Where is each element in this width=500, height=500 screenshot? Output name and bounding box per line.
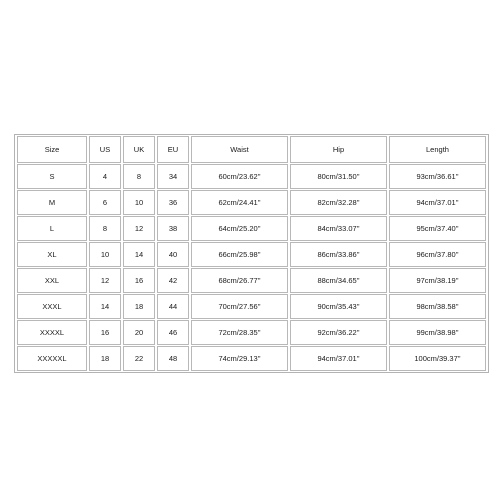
cell-eu: 44 — [157, 294, 189, 319]
cell-us: 4 — [89, 164, 121, 189]
cell-hip: 92cm/36.22'' — [290, 320, 387, 345]
cell-uk: 16 — [123, 268, 155, 293]
cell-length: 99cm/38.98'' — [389, 320, 486, 345]
header-size: Size — [17, 136, 87, 163]
table-row — [17, 294, 486, 319]
cell-hip: 82cm/32.28'' — [290, 190, 387, 215]
cell-size: XXXL — [17, 294, 87, 319]
cell-size: XXL — [17, 268, 87, 293]
table-row — [17, 216, 486, 241]
cell-waist: 66cm/25.98'' — [191, 242, 288, 267]
cell-uk: 12 — [123, 216, 155, 241]
cell-size: L — [17, 216, 87, 241]
cell-length: 97cm/38.19'' — [389, 268, 486, 293]
table-row — [17, 320, 486, 345]
cell-size: S — [17, 164, 87, 189]
size-chart-table — [14, 134, 489, 373]
cell-size: XXXXXL — [17, 346, 87, 371]
header-us: US — [89, 136, 121, 163]
cell-eu: 40 — [157, 242, 189, 267]
header-waist: Waist — [191, 136, 288, 163]
table-row — [17, 346, 486, 371]
cell-hip: 84cm/33.07'' — [290, 216, 387, 241]
header-uk: UK — [123, 136, 155, 163]
cell-uk: 20 — [123, 320, 155, 345]
cell-size: M — [17, 190, 87, 215]
table-header-row — [17, 136, 486, 163]
cell-length: 95cm/37.40'' — [389, 216, 486, 241]
cell-us: 6 — [89, 190, 121, 215]
table-row — [17, 268, 486, 293]
header-hip: Hip — [290, 136, 387, 163]
cell-eu: 46 — [157, 320, 189, 345]
cell-us: 18 — [89, 346, 121, 371]
cell-waist: 70cm/27.56'' — [191, 294, 288, 319]
cell-us: 12 — [89, 268, 121, 293]
table-row — [17, 190, 486, 215]
cell-waist: 72cm/28.35'' — [191, 320, 288, 345]
cell-eu: 48 — [157, 346, 189, 371]
cell-waist: 64cm/25.20'' — [191, 216, 288, 241]
cell-length: 96cm/37.80'' — [389, 242, 486, 267]
cell-uk: 18 — [123, 294, 155, 319]
cell-length: 94cm/37.01'' — [389, 190, 486, 215]
cell-waist: 74cm/29.13'' — [191, 346, 288, 371]
cell-us: 16 — [89, 320, 121, 345]
cell-eu: 36 — [157, 190, 189, 215]
cell-waist: 62cm/24.41'' — [191, 190, 288, 215]
cell-size: XL — [17, 242, 87, 267]
table-row — [17, 164, 486, 189]
header-eu: EU — [157, 136, 189, 163]
cell-length: 93cm/36.61'' — [389, 164, 486, 189]
cell-length: 98cm/38.58'' — [389, 294, 486, 319]
cell-length: 100cm/39.37'' — [389, 346, 486, 371]
cell-uk: 22 — [123, 346, 155, 371]
table-row — [17, 242, 486, 267]
cell-uk: 8 — [123, 164, 155, 189]
cell-uk: 10 — [123, 190, 155, 215]
cell-hip: 86cm/33.86'' — [290, 242, 387, 267]
cell-size: XXXXL — [17, 320, 87, 345]
cell-eu: 38 — [157, 216, 189, 241]
cell-eu: 42 — [157, 268, 189, 293]
cell-waist: 68cm/26.77'' — [191, 268, 288, 293]
cell-us: 14 — [89, 294, 121, 319]
cell-eu: 34 — [157, 164, 189, 189]
cell-waist: 60cm/23.62'' — [191, 164, 288, 189]
cell-hip: 80cm/31.50'' — [290, 164, 387, 189]
cell-hip: 94cm/37.01'' — [290, 346, 387, 371]
cell-us: 8 — [89, 216, 121, 241]
cell-uk: 14 — [123, 242, 155, 267]
header-length: Length — [389, 136, 486, 163]
cell-hip: 90cm/35.43'' — [290, 294, 387, 319]
cell-hip: 88cm/34.65'' — [290, 268, 387, 293]
cell-us: 10 — [89, 242, 121, 267]
